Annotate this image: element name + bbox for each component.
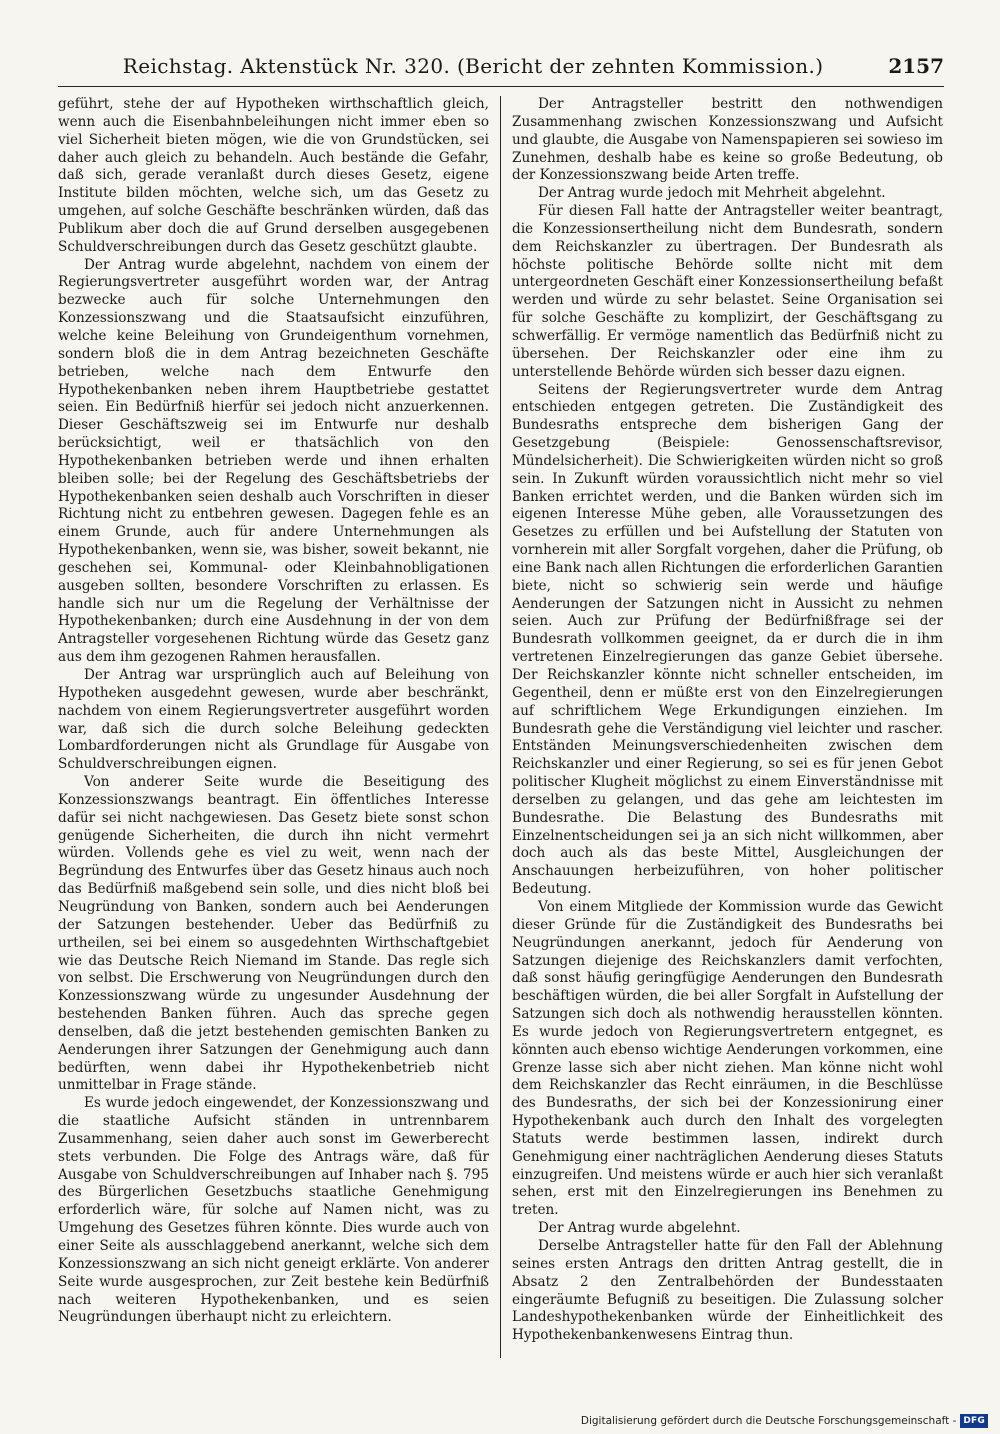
- paragraph: Der Antrag war ursprünglich auch auf Beleihung von Hypotheken ausgedehnt gewesen, wurde aber beschränkt, nachdem von einem Regierungsvertreter ausgeführt worden war, daß sich die durch solche Beleihung gedeckten Lombardforderungen nicht als Grundlage für Ausgabe von Schuldverschreibungen eignen.: [58, 667, 489, 773]
- page-header: [58, 54, 944, 78]
- header-rule: [58, 86, 944, 87]
- running-title: Reichstag. Aktenstück Nr. 320. (Bericht der zehnten Kommission.): [122, 54, 824, 78]
- paragraph: Es wurde jedoch eingewendet, der Konzessionszwang und die staatliche Aufsicht ständen in untrennbarem Zusammenhang, seien daher auch sonst im Gewerberecht stets verbunden. Die Folge des Antrags wäre, daß für Ausgabe von Schuldverschreibungen auf Inhaber nach §. 795 des Bürgerlichen Gesetzbuchs staatliche Genehmigung erforderlich wäre, für solche auf Namen nicht, was zu Umgehung des Gesetzes führen könnte. Dies wurde auch von einer Seite als ausschlaggebend anerkannt, welche sich dem Konzessionszwang an sich nicht geneigt erklärte. Von anderer Seite wurde ausgesprochen, zur Zeit bestehe kein Bedürfniß nach weiteren Hypothekenbanken, und es seien Neugründungen überhaupt nicht zu erleichtern.: [58, 1095, 489, 1326]
- paragraph: geführt, stehe der auf Hypotheken wirthschaftlich gleich, wenn auch die Eisenbahnbeleihungen nicht immer eben so viel Sicherheit bieten mögen, wie die von Grundstücken, sei daher auch gleich zu behandeln. Auch bestände die Gefahr, daß sich, gerade veranlaßt durch dieses Gesetz, eigene Institute bilden möchten, welche sich, um das Gesetz zu umgehen, auf solche Geschäfte beschränken würden, daß das Publikum aber doch die auf Grund derselben ausgegebenen Schuldverschreibungen durch das Gesetz geschützt glaubte.: [58, 96, 489, 255]
- column-divider: [500, 96, 501, 1358]
- paragraph: Von einem Mitgliede der Kommission wurde das Gewicht dieser Gründe für die Zuständigkeit des Bundesraths bei Neugründungen anerkannt, jedoch für Aenderung von Satzungen diejenige des Reichskanzlers damit verfochten, daß sonst häufig geringfügige Aenderungen den Bundesrath beschäftigen würden, die bei aller Sorgfalt in Aufstellung der Satzungen sich doch als nothwendig herausstellen könnten. Es wurde jedoch von Regierungsvertretern entgegnet, es könnten auch ebenso wichtige Aenderungen vorkommen, eine Grenze lasse sich aber nicht ziehen. Man könne nicht wohl dem Reichskanzler das Recht einräumen, in die Beschlüsse des Bundesraths, der sich bei der Konzessionirung einer Hypothekenbank auch durch den Inhalt des vorgelegten Statuts werde bestimmen lassen, indirekt durch Genehmigung einer nachträglichen Aenderung dieses Statuts einzugreifen. Und meistens würde er auch hier sich veranlaßt sehen, erst mit den Einzelregierungen ins Benehmen zu treten.: [512, 898, 943, 1219]
- paragraph: Für diesen Fall hatte der Antragsteller weiter beantragt, die Konzessionsertheilung nicht dem Bundesrath, sondern dem Reichskanzler zu übertragen. Der Bundesrath als höchste politische Behörde sollte nicht mit dem untergeordneten Geschäft einer Konzessionsertheilung befaßt werden und würde zu sehr belastet. Seine Organisation sei für solche Geschäfte zu komplizirt, der Geschäftsgang zu schwerfällig. Er vermöge namentlich das Bedürfniß nicht zu übersehen. Der Reichskanzler oder eine ihm zu unterstellende Behörde würden sich besser dazu eignen.: [512, 203, 943, 380]
- page-number: 2157: [888, 54, 944, 78]
- dfg-logo-icon: DFG: [960, 1414, 988, 1428]
- paragraph: Derselbe Antragsteller hatte für den Fall der Ablehnung seines ersten Antrags den dritten Antrag gestellt, die in Absatz 2 den Zentralbehörden der Bundesstaaten eingeräumte Befugniß zu beseitigen. Die Zulassung solcher Landeshypothekenbanken würde der Einheitlichkeit des Hypothekenbankenwesens Eintrag thun.: [512, 1238, 943, 1344]
- left-column: [58, 96, 489, 1358]
- paragraph: Der Antrag wurde jedoch mit Mehrheit abgelehnt.: [538, 185, 886, 202]
- paragraph: Der Antragsteller bestritt den nothwendigen Zusammenhang zwischen Konzessionszwang und Aufsicht und glaubte, die Ausgabe von Namenspapieren sei sowieso im Zunehmen, deshalb habe es keine so große Bedeutung, ob der Konzessionszwang beide Arten treffe.: [512, 96, 943, 184]
- paragraph: Der Antrag wurde abgelehnt, nachdem von einem der Regierungsvertreter ausgeführt worden war, der Antrag bezwecke auch für solche Unternehmungen den Konzessionszwang und die Staatsaufsicht einzuführen, welche keine Beleihung von Grundeigenthum vornehmen, sondern bloß die in dem Antrag bezeichneten Geschäfte betrieben, welche nach dem Entwurfe den Hypothekenbanken neben ihrem Hauptbetriebe gestattet seien. Ein Bedürfniß hierfür sei jedoch nicht anzuerkennen. Dieser Geschäftszweig sei im Entwurfe nur deshalb berücksichtigt, weil er thatsächlich von den Hypothekenbanken betrieben werde und ihnen erhalten bleiben solle; bei der Regelung des Geschäftsbetriebs der Hypothekenbanken seien deshalb auch Vorschriften in dieser Richtung nicht zu entbehren gewesen. Dagegen fehle es an einem Grunde, auch für andere Unternehmungen als Hypothekenbanken, wenn sie, was bisher, soweit bekannt, nie geschehen sei, Kommunal- oder Kleinbahnobligationen ausgeben sollten, besondere Vorschriften zu erlassen. Es handle sich nur um die Regelung der Verhältnisse der Hypothekenbanken; durch eine Ausdehnung in der von dem Antragsteller vorgesehenen Richtung würde das Gesetz ganz aus dem ihm gezogenen Rahmen herausfallen.: [58, 256, 489, 666]
- footer-text: Digitalisierung gefördert durch die Deutsche Forschungsgemeinschaft -: [580, 1415, 957, 1427]
- paragraph: Von anderer Seite wurde die Beseitigung des Konzessionszwangs beantragt. Ein öffentliches Interesse dafür sei nicht nachgewiesen. Das Gesetz biete sonst schon genügende Sicherheiten, die durch ihn nicht vermehrt würden. Vollends gehe es viel zu weit, wenn nach der Begründung des Entwurfes über das Gesetz hinaus auch noch das Bedürfniß maßgebend sein solle, und dies nicht bloß bei Neugründung von Banken, sondern auch bei Aenderungen der Satzungen bestehender. Ueber das Bedürfniß zu urtheilen, sei bei einem so ausgedehnten Wirthschaftgebiet wie das Deutsche Reich Niemand im Stande. Das regle sich von selbst. Die Erschwerung von Neugründungen durch den Konzessionszwang würde zu ungesunder Ausdehnung der bestehenden Banken führen. Auch das spreche gegen denselben, daß die jetzt bestehenden gemischten Banken zu Aenderungen ihrer Satzungen der Genehmigung auch dann bedürften, wenn dabei ihr Hypothekenbetrieb nicht unmittelbar in Frage stände.: [58, 774, 489, 1094]
- paragraph: Der Antrag wurde abgelehnt.: [538, 1220, 741, 1237]
- paragraph: Seitens der Regierungsvertreter wurde dem Antrag entschieden entgegen getreten. Die Zuständigkeit des Bundesraths entspreche dem bisherigen Gang der Gesetzgebung (Beispiele: Genossenschaftsrevisor, Mündelsicherheit). Die Schwierigkeiten würden nicht so groß sein. In Zukunft würden voraussichtlich nicht mehr so viel Banken errichtet werden, und die Banken würden sich im eigenen Interesse Mühe geben, alle Voraussetzungen des Gesetzes zu erfüllen und bei Aufstellung der Statuten von vornherein mit aller Sorgfalt vorgehen, daher die Prüfung, ob eine Bank nach allen Richtungen die erforderlichen Garantien biete, nicht so schwierig sein werde und häufige Aenderungen der Satzungen nicht in Aussicht zu nehmen seien. Auch zur Prüfung der Bedürfnißfrage sei der Bundesrath vollkommen geeignet, da er durch die in ihm vertretenen Einzelregierungen das ganze Gebiet übersehe. Der Reichskanzler könnte nicht schneller entscheiden, im Gegentheil, denn er müßte erst von den Einzelregierungen auf schriftlichem Wege Erkundigungen einziehen. Im Bundesrath gehe die Verständigung viel leichter und rascher. Entständen Meinungsverschiedenheiten zwischen dem Reichskanzler und einer Regierung, so sei es für jenen Gebot politischer Klugheit möglichst zu einem Einverständnisse mit derselben zu gelangen, und das gehe am leichtesten im Bundesrathe. Die Belastung des Bundesraths mit Einzelnentscheidungen sei ja an sich nicht willkommen, aber doch auch als das beste Mittel, Ausgleichungen der Anschauungen herbeizuführen, von hoher politischer Bedeutung.: [512, 381, 943, 898]
- right-column: [512, 96, 943, 1358]
- digitization-footer: [581, 1414, 988, 1428]
